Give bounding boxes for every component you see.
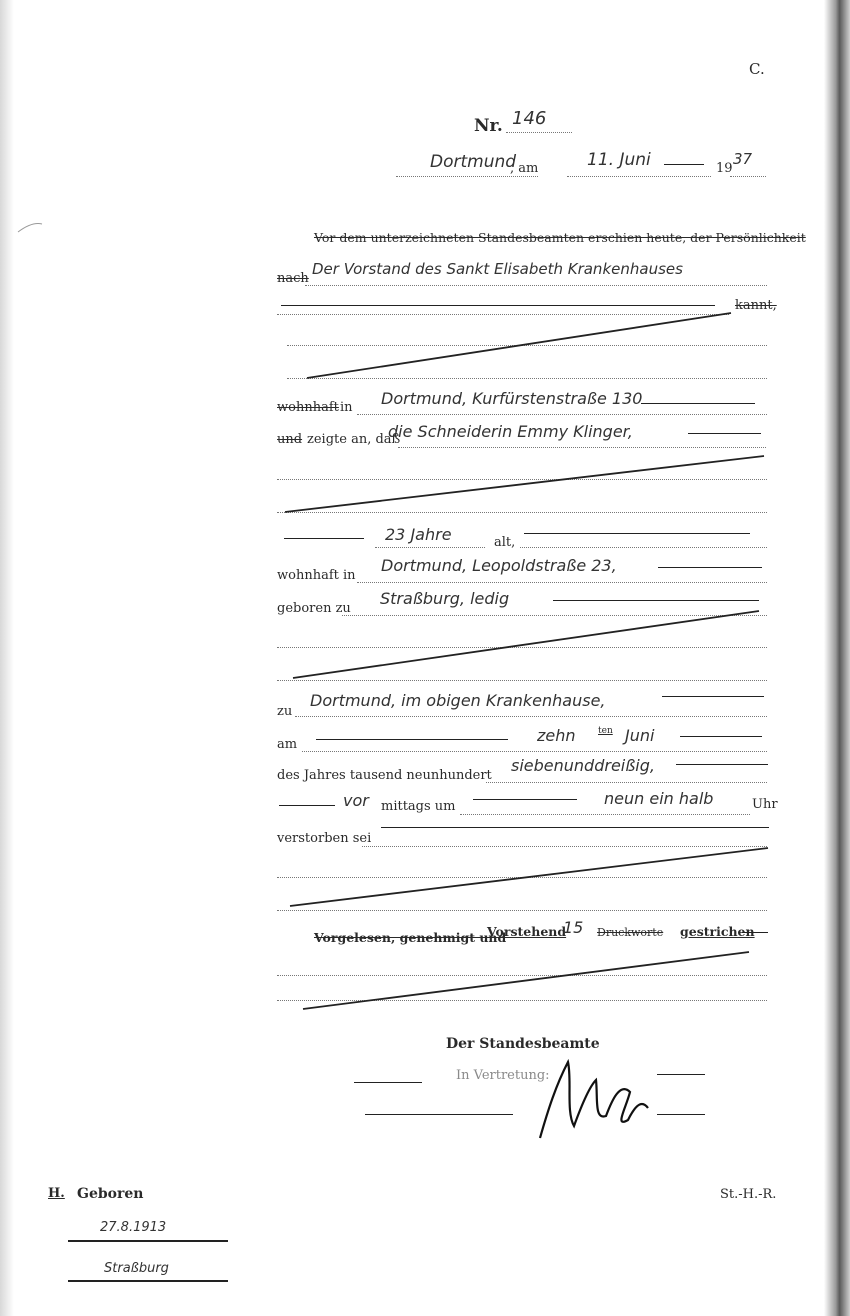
closing-druckworte: Druckworte — [597, 926, 664, 939]
footer-ref: St.-H.-R. — [720, 1187, 777, 1202]
death-year-value: siebenunddreißig, — [511, 756, 655, 775]
footer-birth-date: 27.8.1913 — [100, 1220, 167, 1235]
registrar-title: Der Standesbeamte — [446, 1036, 600, 1052]
age-label: alt, — [494, 535, 516, 550]
residence-informant-value: Dortmund, Kurfürstenstraße 130 — [381, 389, 643, 408]
closing-struck: Vorgelesen, genehmigt und — [314, 930, 507, 945]
diagonal-stroke-5 — [303, 952, 749, 1009]
closing-vorstehend: Vorstehend — [487, 924, 567, 939]
death-time-value: neun ein halb — [604, 789, 714, 808]
death-time-prefix: vor — [343, 791, 369, 810]
birth-label: geboren zu — [277, 601, 351, 616]
footer-heading-letter: H. — [48, 1186, 65, 1201]
registrar-stamp: In Vertretung: — [456, 1068, 550, 1083]
intro-printed-struck: Vor dem unterzeichneten Standesbeamten erschien heute, der Persönlichkeit — [314, 230, 806, 245]
wohnhaft-struck: wohnhaft — [277, 400, 339, 415]
death-date-value: zehn — [537, 726, 576, 745]
death-year-label: des Jahres tausend neunhundert — [277, 768, 492, 783]
birth-value: Straßburg, ledig — [380, 589, 510, 608]
signature-mark — [540, 1062, 648, 1138]
diagonal-stroke-2 — [285, 456, 764, 512]
death-time-label: mittags um — [381, 799, 456, 814]
day-month-value: 11. Juni — [587, 150, 651, 170]
age-value: 23 Jahre — [385, 525, 452, 544]
residence-deceased-label: wohnhaft in — [277, 568, 356, 583]
death-place-label: zu — [277, 704, 293, 719]
residence-deceased-value: Dortmund, Leopoldstraße 23, — [381, 556, 617, 575]
year-suffix: 37 — [733, 150, 753, 168]
footer-heading: Geboren — [77, 1186, 144, 1202]
margin-mark — [18, 223, 42, 232]
place-value: Dortmund — [430, 152, 517, 172]
death-date-label: am — [277, 737, 298, 752]
number-label: Nr. — [474, 116, 503, 136]
diagonal-stroke-3 — [293, 611, 759, 678]
footer-birth-place: Straßburg — [104, 1261, 169, 1276]
announcement-value: die Schneiderin Emmy Klinger, — [388, 422, 633, 441]
announcement-label: zeigte an, daß — [307, 432, 401, 447]
kannt-struck: kannt, — [735, 298, 777, 313]
corner-letter: C. — [749, 60, 765, 78]
number-value: 146 — [512, 108, 547, 129]
diagonal-stroke-4 — [290, 848, 768, 906]
death-time-unit: Uhr — [752, 797, 778, 812]
residence-informant-label: in — [340, 400, 353, 415]
informant-value: Der Vorstand des Sankt Elisabeth Krankenhauses — [312, 260, 683, 278]
diagonal-stroke-1 — [307, 313, 731, 378]
death-date-suffix: ten — [598, 726, 613, 736]
year-prefix: 19 — [716, 161, 733, 176]
closing-gestrichen: gestrichen — [680, 924, 755, 939]
place-am-label: , am — [510, 161, 539, 176]
death-month-value: Juni — [625, 726, 655, 745]
closing-count: 15 — [563, 918, 584, 937]
died-label: verstorben sei — [277, 831, 372, 846]
und-struck: und — [277, 432, 303, 447]
intro-nach-struck: nach — [277, 271, 309, 286]
death-place-value: Dortmund, im obigen Krankenhause, — [310, 691, 606, 710]
